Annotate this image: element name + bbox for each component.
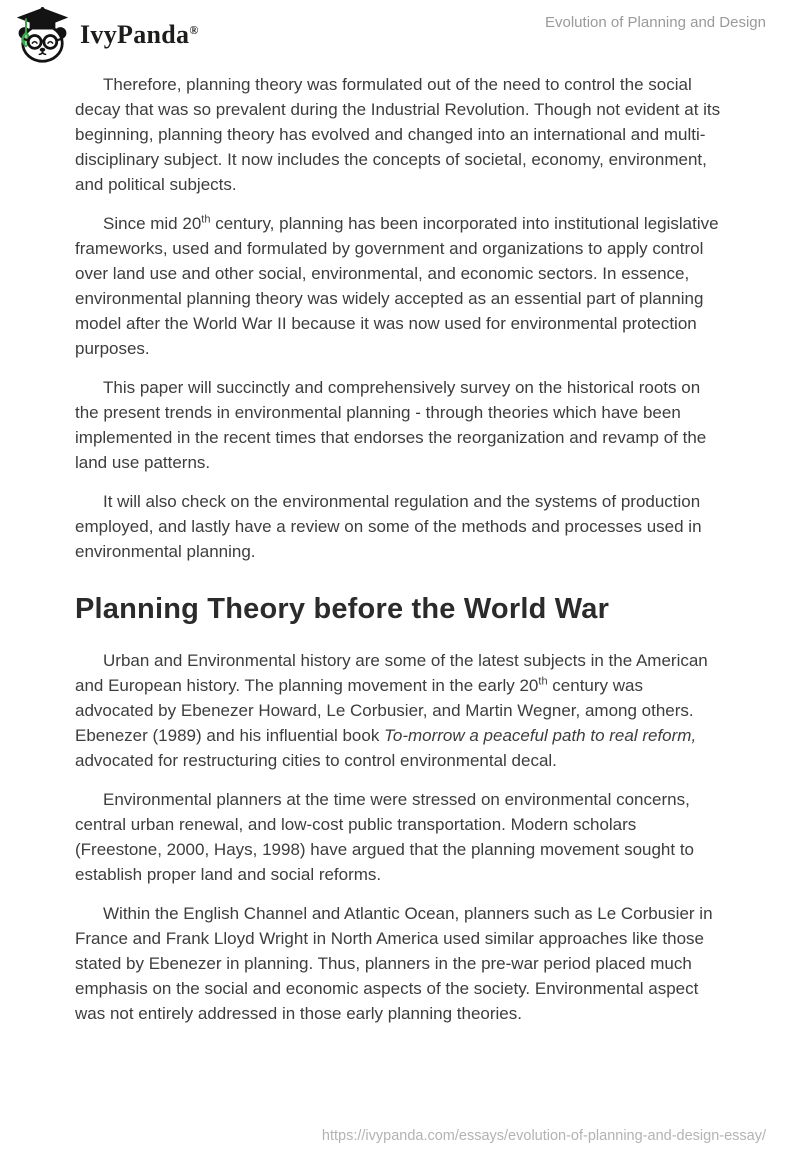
paragraph — [75, 211, 725, 361]
graduate-panda-icon — [14, 6, 71, 64]
section-heading — [75, 591, 725, 627]
ivypanda-logo[interactable] — [14, 6, 199, 64]
source-url-link[interactable]: https://ivypanda.com/essays/evolution-of-planning-and-design-essay/ — [321, 1128, 766, 1144]
paragraph — [75, 489, 725, 564]
paragraph — [75, 375, 725, 475]
article-body — [75, 72, 725, 1026]
superscript-text: th — [201, 213, 211, 226]
paragraph — [75, 901, 725, 1026]
superscript-text: th — [538, 675, 548, 688]
brand-name — [80, 22, 199, 48]
document-title: Evolution of Planning and Design — [545, 14, 766, 31]
registered-trademark: ® — [189, 23, 199, 37]
text-run: Within the English Channel and Atlantic Ocean, planners such as Le Corbusier in France and Frank Lloyd Wright in North America used similar approaches like those stated by Ebenezer in planning. Thus, planners in the pre-war period placed much emphasis on the social and economic aspects of the society. Environmental aspect was not entirely addressed in those early planning theories. — [75, 904, 713, 1023]
text-run: Urban and Environmental history are some of the latest subjects in the American and European history. The planning movement in the early 20 — [75, 651, 708, 695]
brand-name-text: IvyPanda — [80, 20, 190, 49]
text-run: This paper will succinctly and comprehensively survey on the historical roots on the present trends in environmental planning - through theories which have been implemented in the recent times that endorses the reorganization and revamp of the land use patterns. — [75, 378, 707, 472]
page-header — [0, 0, 800, 64]
text-run: It will also check on the environmental regulation and the systems of production employed, and lastly have a review on some of the methods and processes used in environmental planning. — [75, 492, 702, 561]
text-run: Planning Theory before the World War — [75, 593, 610, 625]
text-run: advocated for restructuring cities to control environmental decal. — [75, 751, 557, 770]
text-run: century, planning has been incorporated into institutional legislative frameworks, used and formulated by government and organizations to apply control over land use and other social, environmental, and economic sectors. In essence, environmental planning theory was widely accepted as an essential part of planning model after the World War II because it was now used for environmental protection purposes. — [75, 214, 719, 358]
paragraph — [75, 72, 725, 197]
text-run: Therefore, planning theory was formulated out of the need to control the social decay that was so prevalent during the Industrial Revolution. Though not evident at its beginning, planning theory has evolved and changed into an international and multi-disciplinary subject. It now includes the concepts of societal, economy, environment, and political subjects. — [75, 75, 721, 194]
text-run: Since mid 20 — [103, 214, 202, 233]
text-run: Environmental planners at the time were stressed on environmental concerns, central urban renewal, and low-cost public transportation. Modern scholars (Freestone, 2000, Hays, 1998) have argued that the planning movement sought to establish proper land and social reforms. — [75, 790, 695, 884]
text-run: century was advocated by Ebenezer Howard, Le Corbusier, and Martin Wegner, among others. Ebenezer (1989) and his influential book — [75, 676, 694, 745]
italic-book-title: To-morrow a peaceful path to real reform, — [384, 726, 697, 745]
paragraph — [75, 648, 725, 773]
paragraph — [75, 787, 725, 887]
